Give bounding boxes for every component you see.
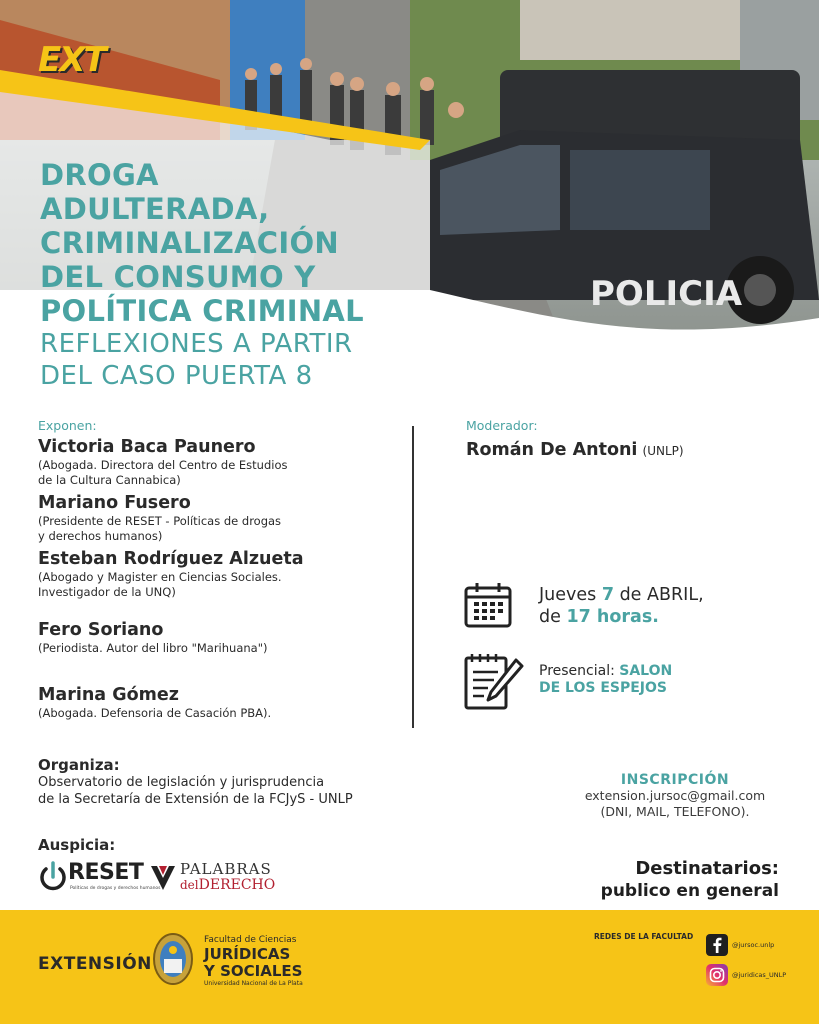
speakers-label: Exponen: bbox=[38, 418, 97, 433]
faculty-university: Universidad Nacional de La Plata bbox=[204, 980, 303, 987]
reset-logo bbox=[38, 858, 161, 898]
event-place bbox=[464, 652, 784, 712]
title-line: DROGA bbox=[40, 158, 159, 192]
speaker-desc: de la Cultura Cannabica) bbox=[38, 473, 181, 487]
instagram-link[interactable] bbox=[706, 964, 806, 988]
moderator-label: Moderador: bbox=[466, 418, 538, 433]
power-icon bbox=[38, 860, 68, 894]
speaker-desc: (Abogada. Directora del Centro de Estudios bbox=[38, 458, 288, 472]
form-pen-icon bbox=[464, 652, 524, 712]
time-prefix: de bbox=[539, 607, 567, 627]
organizer-line: de la Secretaría de Extensión de la FCJyS - UNLP bbox=[38, 792, 353, 807]
registration-requirements: (DNI, MAIL, TELEFONO). bbox=[600, 804, 750, 819]
instagram-icon bbox=[706, 964, 728, 986]
speaker-name: Victoria Baca Paunero bbox=[38, 437, 256, 457]
date-text bbox=[539, 584, 704, 628]
facebook-icon bbox=[706, 934, 728, 956]
speaker-desc: (Abogada. Defensoria de Casación PBA). bbox=[38, 706, 272, 720]
title-line: DEL CONSUMO Y bbox=[40, 260, 316, 294]
instagram-handle: @juridicas_UNLP bbox=[732, 971, 787, 979]
event-title bbox=[40, 158, 420, 392]
registration-section bbox=[560, 772, 790, 820]
facebook-link[interactable] bbox=[706, 934, 806, 958]
place-mode: Presencial: bbox=[539, 663, 620, 679]
hero-banner bbox=[0, 0, 819, 410]
place-text bbox=[539, 663, 672, 697]
university-seal-icon bbox=[152, 932, 194, 986]
sponsors-heading: Auspicia: bbox=[38, 836, 116, 854]
date-day: 7 bbox=[601, 585, 615, 605]
reset-tagline: Políticas de drogas y derechos humanos bbox=[70, 886, 161, 891]
registration-heading: INSCRIPCIÓN bbox=[620, 772, 730, 788]
moderator-name: Román De Antoni bbox=[466, 440, 638, 460]
speaker bbox=[38, 492, 398, 544]
subtitle-line: DEL CASO PUERTA 8 bbox=[40, 361, 313, 391]
palabras-del-derecho-logo bbox=[150, 858, 280, 898]
faculty-name: JURÍDICAS Y SOCIALES bbox=[204, 945, 303, 980]
derecho-text: delDERECHO bbox=[180, 877, 276, 893]
facebook-handle: @jursoc.unlp bbox=[732, 941, 775, 949]
speaker bbox=[38, 619, 398, 656]
speaker-name: Esteban Rodríguez Alzueta bbox=[38, 549, 304, 569]
registration-email[interactable]: extension.jursoc@gmail.com bbox=[584, 788, 766, 803]
organizer-section bbox=[38, 756, 458, 808]
ext-logo: EXT bbox=[38, 40, 105, 80]
moderator-name-row bbox=[466, 440, 684, 460]
column-divider bbox=[412, 426, 414, 728]
footer-extension-label: EXTENSIÓN bbox=[38, 954, 152, 974]
speaker-name: Fero Soriano bbox=[38, 620, 164, 640]
speaker-desc: (Periodista. Autor del libro "Marihuana") bbox=[38, 641, 268, 655]
reset-logo-text: RESET bbox=[68, 860, 144, 885]
organizer-heading: Organiza: bbox=[38, 756, 120, 774]
audience-heading: Destinatarios: bbox=[635, 858, 779, 879]
place-name-1: SALON bbox=[619, 663, 673, 679]
subtitle-line: REFLEXIONES A PARTIR bbox=[40, 329, 353, 359]
speakers-section bbox=[38, 418, 398, 720]
date-month: de ABRIL, bbox=[614, 585, 704, 605]
footer bbox=[0, 910, 819, 1024]
date-weekday: Jueves bbox=[539, 585, 602, 605]
title-line: ADULTERADA, bbox=[40, 192, 270, 226]
speaker-desc: Investigador de la UNQ) bbox=[38, 585, 176, 599]
speaker-name: Marina Gómez bbox=[38, 685, 179, 705]
organizer-line: Observatorio de legislación y jurisprudencia bbox=[38, 775, 325, 790]
social-label: REDES DE LA FACULTAD bbox=[594, 932, 694, 941]
audience-section bbox=[601, 858, 779, 902]
speaker-desc: (Abogado y Magister en Ciencias Sociales. bbox=[38, 570, 282, 584]
speaker-desc: y derechos humanos) bbox=[38, 529, 163, 543]
calendar-icon bbox=[464, 582, 512, 628]
speaker bbox=[38, 548, 398, 600]
event-date bbox=[464, 580, 784, 630]
title-line: POLÍTICA CRIMINAL bbox=[40, 294, 364, 328]
time-value: 17 horas. bbox=[566, 607, 659, 627]
faculty-line-1: Facultad de Ciencias bbox=[204, 935, 297, 945]
speaker bbox=[38, 684, 398, 721]
speaker-name: Mariano Fusero bbox=[38, 493, 191, 513]
pen-nib-icon bbox=[150, 862, 176, 892]
police-text: POLICIA bbox=[590, 274, 743, 314]
moderator-section bbox=[466, 418, 796, 460]
palabras-text: PALABRAS bbox=[180, 860, 272, 878]
speaker-desc: (Presidente de RESET - Políticas de drogas bbox=[38, 514, 282, 528]
title-line: CRIMINALIZACIÓN bbox=[40, 226, 340, 260]
moderator-affiliation: (UNLP) bbox=[642, 444, 684, 458]
speaker bbox=[38, 436, 398, 488]
audience-text: publico en general bbox=[600, 881, 779, 901]
place-name-2: DE LOS ESPEJOS bbox=[539, 680, 668, 696]
